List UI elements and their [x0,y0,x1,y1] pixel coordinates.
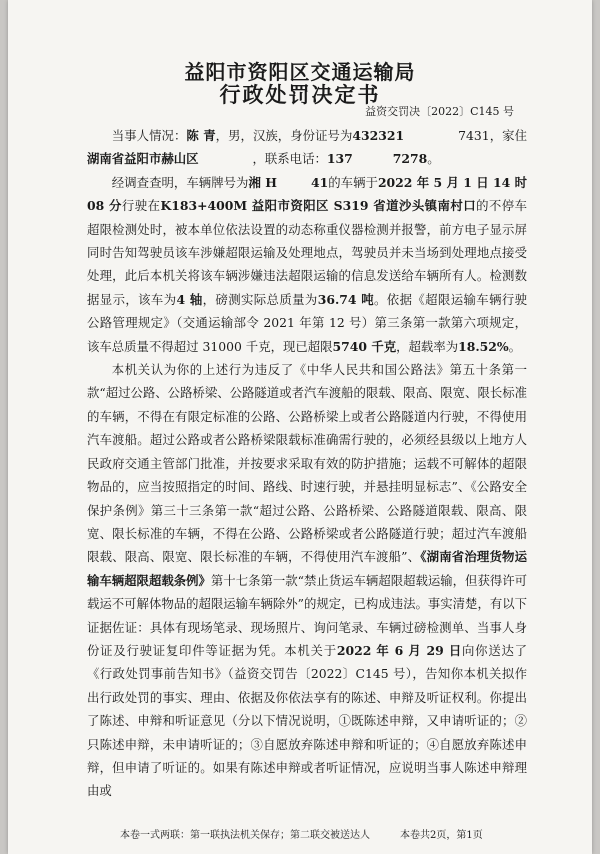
agency-name: 益阳市资阳区交通运输局 [184,60,416,84]
party-text: 。 [427,151,440,167]
facts-text: 行驶在 [121,198,161,214]
party-label: 当事人情况： [111,128,187,143]
id-number-suffix: 7431 [458,128,490,143]
law-text: 本机关认为你的上述行为违反了《中华人民共和国公路法》第五十条第一款“超过公路、公路桥梁、公路隧道或者汽车渡船的限载、限高、限宽、限长标准的车辆，不得在有限定标准的公路、公路桥梁上或者公路隧道内行驶，不得使用汽车渡船。超过公路或者公路桥梁限载标准确需行驶的，必须经县级以上地方人民政府交通主管部门批准，并按要求采取有效的防护措施；运载不可解体的超限物品的，应当按照指定的时间、路线、时速行驶，并悬挂明显标志”、《公路安全保护条例》第三十三条第一款“超过公路、公路桥梁、公路隧道限载、限高、限宽、限长标准的车辆，不得在公路、公路桥梁或者公路隧道行驶；超过汽车渡船限载、限高、限宽、限长标准的车辆，不得使用汽车渡船”、 [87,362,528,565]
party-text: ，男，汉族，身份证号为 [215,128,353,143]
facts-paragraph [87,171,527,358]
party-name: 陈 青 [186,128,216,143]
id-number-prefix: 432321 [352,128,405,143]
violation-place: K183+400M 益阳市资阳区 S319 省道沙头镇南村口 [160,198,477,214]
facts-text: 。 [508,338,522,354]
document-page [8,0,592,854]
law-text: 向你送达了《行政处罚事前告知书》（益资交罚告〔2022〕C145 号），告知你本机关拟作出行政处罚的事实、理由、依据及你依法享有的陈述、申辩及听证权利。你提出了陈述、申辩和听证意见（分以下情况说明，①既陈述申辩，又申请听证的；②只陈述申辩，未申请听证的；③自愿放弃陈述申辩和听证的；④自愿放弃陈述申辩，但申请了听证的。如果有陈述申辩或者听证情况，应说明当事人陈述申辩理由或 [87,642,528,799]
phone-prefix: 137 [326,151,353,167]
party-address: 湖南省益阳市赫山区 [87,151,199,167]
overload-rate: 18.52% [458,338,509,354]
plate-suffix: 41 [310,174,329,190]
party-paragraph [87,124,527,171]
total-weight: 36.74 吨 [317,291,374,307]
plate-prefix: 湘 H [248,174,277,190]
axle-count: 4 轴 [176,291,203,307]
law-paragraph [87,358,527,803]
regulation-name: 《湖南省治理货物运输车辆超限超载条例》 [87,549,527,588]
party-text: ，家住 [489,128,528,143]
facts-text: ，磅测实际总质量为 [202,291,318,307]
footer-page-number: 本卷共2页，第1页 [400,830,483,841]
facts-text: 的车辆于 [328,174,378,190]
document-number: 益资交罚决〔2022〕C145 号 [365,105,514,118]
party-text: ，联系电话： [252,151,327,167]
facts-text: ，超载率为 [396,338,459,354]
document-title: 行政处罚决定书 [219,82,381,107]
law-text: 第十七条第一款“禁止货运车辆超限超载运输，但获得许可载运不可解体物品的超限运输车辆除外”的规定，已构成违法。事实清楚，有以下证据佐证：具体有现场笔录、现场照片、询问笔录、车辆过磅检测单、当事人身份证及行驶证复印件等证据为凭。本机关于 [87,572,528,658]
facts-text: 。依据《超限运输车辆行驶公路管理规定》（交通运输部令 2021 年第 12 号）第三条第一款第六项规定，该车总质量不得超过 31000 千克，现已超限 [87,291,528,354]
footer-copies-note: 本卷一式两联：第一联执法机关保存；第二联交被送达人 [120,830,370,841]
overweight-amount: 5740 千克 [332,338,397,354]
phone-suffix: 7278 [392,151,428,167]
facts-text: 经调查查明，车辆牌号为 [111,174,249,190]
facts-text: 的不停车超限检测处时，被本单位依法设置的动态称重仪器检测并报警，前方电子显示屏同时告知驾驶员该车涉嫌超限运输及处理地点，驾驶员并未当场到处理地点接受处理，此后本机关将该车辆涉嫌违法超限运输的信息发送给车辆所有人。检测数据显示，该车为 [87,198,528,307]
notice-date: 2022 年 6 月 29 日 [336,642,463,658]
violation-time: 2022 年 5 月 1 日 14 时 08 分 [87,174,528,214]
document-body [87,124,527,803]
